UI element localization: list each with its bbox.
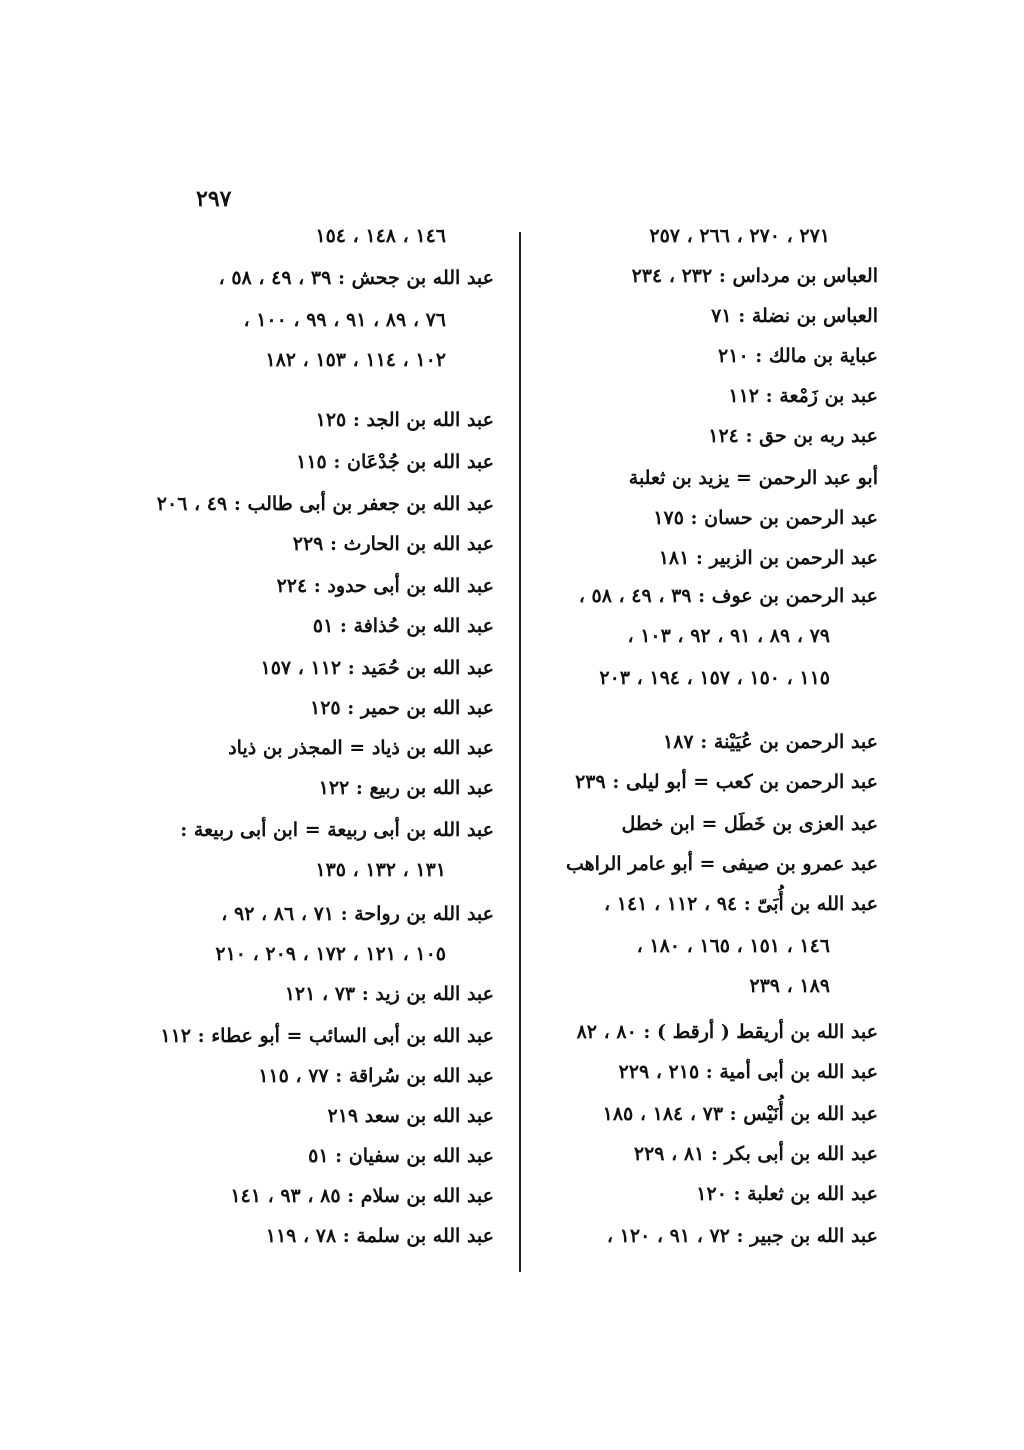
index-entry: العباس بن نضلة : ٧١ — [711, 305, 878, 327]
index-entry: عبد الله بن أريقط ( أرقط ) : ٨٠ ، ٨٢ — [576, 1021, 878, 1043]
index-entry: عبد الله بن أُبَىّ : ٩٤ ، ١١٢ ، ١٤١ ، — [603, 893, 878, 915]
index-entry: ١٣١ ، ١٣٢ ، ١٣٥ — [315, 859, 446, 881]
index-entry: عبد الله بن الحارث : ٢٢٩ — [292, 533, 494, 555]
index-entry: ١١٥ ، ١٥٠ ، ١٥٧ ، ١٩٤ ، ٢٠٣ — [599, 667, 830, 689]
index-entry: عبد الله بن رواحة : ٧١ ، ٨٦ ، ٩٢ ، — [221, 903, 494, 925]
index-entry: عبد الله بن أبى السائب = أبو عطاء : ١١٢ — [160, 1025, 494, 1047]
index-entry: عبد الله بن حمير : ١٢٥ — [310, 697, 494, 719]
index-entry: عبد الرحمن بن الزبير : ١٨١ — [658, 547, 878, 569]
index-entry: عباية بن مالك : ٢١٠ — [718, 345, 878, 367]
index-entry: عبد الله بن أبى أمية : ٢١٥ ، ٢٢٩ — [618, 1061, 878, 1083]
index-entry: عبد الله بن أُنَيْس : ٧٣ ، ١٨٤ ، ١٨٥ — [602, 1103, 878, 1125]
index-entry: عبد الله بن سلمة : ٧٨ ، ١١٩ — [265, 1225, 494, 1247]
index-entry: عبد الله بن ذياد = المجذر بن ذياد — [228, 737, 494, 759]
index-entry: ١٤٦ ، ١٥١ ، ١٦٥ ، ١٨٠ ، — [636, 935, 830, 957]
index-entry: عبد الله بن أبى ربيعة = ابن أبى ربيعة : — [180, 819, 494, 841]
page-number: ٢٩٧ — [196, 186, 232, 212]
index-entry: عبد الله بن سعد ٢١٩ — [327, 1105, 494, 1127]
index-entry: العباس بن مرداس : ٢٣٢ ، ٢٣٤ — [631, 265, 878, 287]
index-entry: عبد الله بن سلام : ٨٥ ، ٩٣ ، ١٤١ — [230, 1185, 494, 1207]
index-entry: عبد الله بن جعفر بن أبى طالب : ٤٩ ، ٢٠٦ — [156, 493, 494, 515]
index-entry: ١٠٥ ، ١٢١ ، ١٧٢ ، ٢٠٩ ، ٢١٠ — [215, 943, 446, 965]
index-entry: ١٠٢ ، ١١٤ ، ١٥٣ ، ١٨٢ — [265, 349, 446, 371]
index-entry: عبد الله بن جحش : ٣٩ ، ٤٩ ، ٥٨ ، — [218, 267, 494, 289]
index-entry: عبد الله بن زيد : ٧٣ ، ١٢١ — [284, 983, 494, 1005]
index-entry: عبد الرحمن بن عُيَيْنة : ١٨٧ — [663, 731, 878, 753]
index-entry: عبد الله بن ثعلبة : ١٢٠ — [696, 1183, 878, 1205]
index-entry: عبد الله بن جُدْعَان : ١١٥ — [296, 451, 494, 473]
index-entry: عبد ربه بن حق : ١٢٤ — [708, 425, 878, 447]
index-entry: عبد الرحمن بن عوف : ٣٩ ، ٤٩ ، ٥٨ ، — [578, 585, 878, 607]
index-entry: عبد الله بن أبى بكر : ٨١ ، ٢٢٩ — [633, 1143, 878, 1165]
index-entry: ١٨٩ ، ٢٣٩ — [749, 975, 830, 997]
index-entry: عبد الله بن سُراقة : ٧٧ ، ١١٥ — [258, 1065, 494, 1087]
index-entry: عبد الله بن سفيان : ٥١ — [308, 1145, 494, 1167]
index-entry: ١٤٦ ، ١٤٨ ، ١٥٤ — [315, 225, 446, 247]
index-entry: أبو عبد الرحمن = يزيد بن ثعلبة — [628, 467, 878, 489]
index-entry: ٢٧١ ، ٢٧٠ ، ٢٦٦ ، ٢٥٧ — [649, 225, 830, 247]
index-entry: عبد الله بن أبى حدود : ٢٢٤ — [276, 575, 494, 597]
index-entry: عبد الرحمن بن كعب = أبو ليلى : ٢٣٩ — [575, 771, 878, 793]
index-entry: ٧٦ ، ٨٩ ، ٩١ ، ٩٩ ، ١٠٠ ، — [243, 309, 446, 331]
index-entry: عبد عمرو بن صيفى = أبو عامر الراهب — [566, 853, 878, 875]
index-entry: عبد الله بن جبير : ٧٢ ، ٩١ ، ١٢٠ ، — [606, 1225, 878, 1247]
index-entry: عبد بن زَمْعة : ١١٢ — [728, 385, 878, 407]
column-divider — [519, 232, 521, 1272]
index-entry: عبد الله بن حُذافة : ٥١ — [312, 615, 494, 637]
index-entry: ٧٩ ، ٨٩ ، ٩١ ، ٩٢ ، ١٠٣ ، — [627, 625, 830, 647]
index-entry: عبد العزى بن خَطَل = ابن خطل — [621, 813, 878, 835]
index-entry: عبد الله بن ربيع : ١٢٢ — [318, 777, 494, 799]
index-entry: عبد الله بن حُمَيد : ١١٢ ، ١٥٧ — [260, 657, 494, 679]
index-entry: عبد الله بن الجد : ١٢٥ — [315, 409, 494, 431]
index-entry: عبد الرحمن بن حسان : ١٧٥ — [653, 507, 878, 529]
